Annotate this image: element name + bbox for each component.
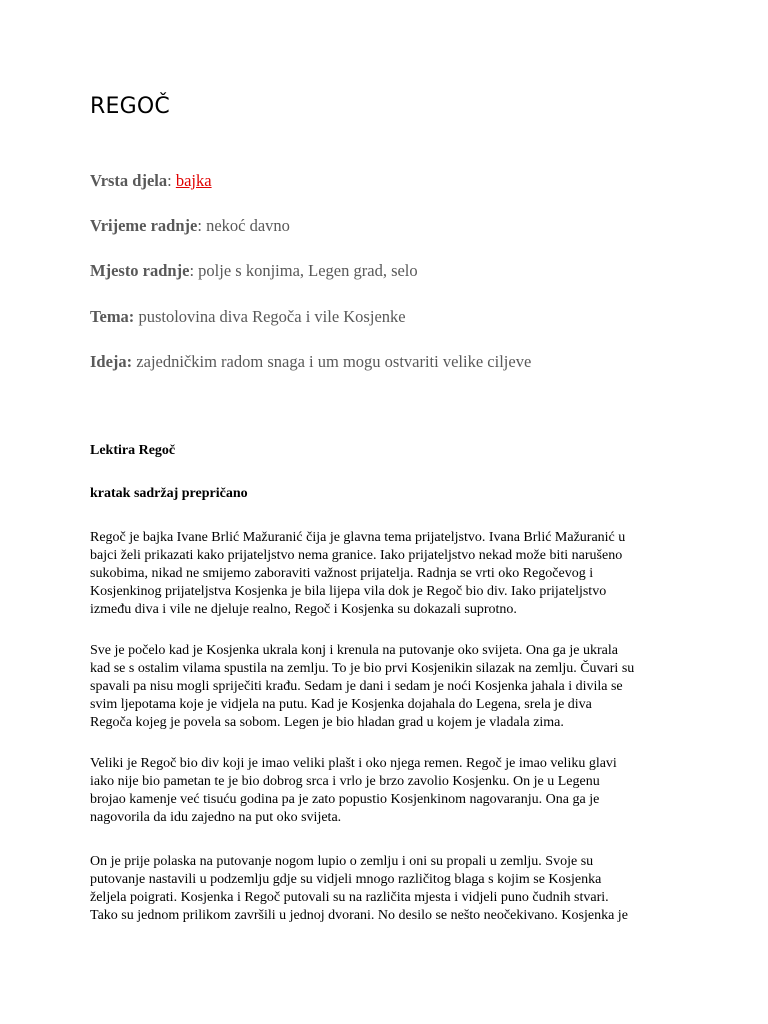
field-label: Vrijeme radnje — [90, 216, 198, 235]
paragraph-line: sukobima, nikad ne smijemo zaboraviti važnost prijatelja. Radnja se vrti oko Regočevog i — [90, 566, 594, 581]
field-separator: : — [197, 216, 207, 235]
paragraph-line: Kosjenkinog prijateljstva Kosjenka je bila lijepa vila dok je Regoč bio div. Iako prijateljstvo — [90, 584, 607, 599]
field-vrijeme-radnje — [90, 216, 290, 236]
paragraph-line: putovanje nastavili u podzemlju gdje su vidjeli mnogo različitog blaga s kojim se Kosjenka — [90, 872, 602, 887]
field-separator: : — [189, 261, 199, 280]
paragraph-line: spavali pa nisu mogli spriječiti krađu. Sedam je dani i sedam je noći Kosjenka jahala i divila se — [90, 679, 623, 694]
paragraph-line: Regoča kojeg je povela sa sobom. Legen je bio hladan grad u kojem je vladala zima. — [90, 715, 564, 730]
field-vrsta-djela — [90, 171, 212, 191]
genre-link[interactable]: bajka — [175, 171, 212, 190]
field-value: pustolovina diva Regoča i vile Kosjenke — [138, 307, 406, 326]
paragraph-line: između diva i vile ne djeluje realno, Regoč i Kosjenka su dokazali suprotno. — [90, 602, 517, 617]
field-mjesto-radnje — [90, 261, 418, 281]
field-value: nekoć davno — [206, 216, 290, 235]
paragraph-line: Tako su jednom prilikom završili u jednoj dvorani. No desilo se nešto neočekivano. Kosjenka je — [90, 908, 628, 923]
field-tema — [90, 307, 406, 327]
paragraph-4 — [90, 853, 690, 925]
paragraph-line: Veliki je Regoč bio div koji je imao veliki plašt i oko njega remen. Regoč je imao veliku glavi — [90, 756, 617, 771]
field-ideja — [90, 352, 531, 372]
field-value: zajedničkim radom snaga i um mogu ostvariti velike ciljeve — [136, 352, 532, 371]
field-label: Tema: — [90, 307, 135, 326]
paragraph-line: željela poigrati. Kosjenka i Regoč putovali su na različita mjesta i vidjeli puno čudnih stvari. — [90, 890, 609, 905]
paragraph-line: svim ljepotama koje je vidjela na putu. Kad je Kosjenka dojahala do Legena, srela je diva — [90, 697, 592, 712]
paragraph-line: Sve je počelo kad je Kosjenka ukrala konj i krenula na putovanje oko svijeta. Ona ga je ukrala — [90, 643, 618, 658]
document-title: REGOČ — [90, 94, 170, 119]
paragraph-line: nagovorila da idu zajedno na put oko svijeta. — [90, 810, 342, 825]
paragraph-line: bajci želi prikazati kako prijateljstvo nema granice. Iako prijateljstvo nekad može biti narušeno — [90, 548, 623, 563]
paragraph-line: Regoč je bajka Ivane Brlić Mažuranić čija je glavna tema prijateljstvo. Ivana Brlić Mažuranić u — [90, 530, 626, 545]
paragraph-line: kad se s ostalim vilama spustila na zemlju. To je bio prvi Kosjenikin silazak na zemlju. Čuvari su — [90, 661, 635, 676]
section-subheading: kratak sadržaj prepričano — [90, 486, 248, 501]
paragraph-line: brojao kamenje već tisuću godina pa je zato popustio Kosjenkinom nagovaranju. Ona ga je — [90, 792, 600, 807]
paragraph-line: On je prije polaska na putovanje nogom lupio o zemlju i oni su propali u zemlju. Svoje su — [90, 854, 594, 869]
paragraph-1 — [90, 529, 690, 619]
paragraph-line: iako nije bio pametan te je bio dobrog srca i vrlo je brzo zavolio Kosjenku. On je u Legenu — [90, 774, 600, 789]
section-heading: Lektira Regoč — [90, 443, 176, 458]
paragraph-3 — [90, 755, 690, 827]
field-label: Ideja: — [90, 352, 133, 371]
field-label: Vrsta djela — [90, 171, 168, 190]
field-value: polje s konjima, Legen grad, selo — [198, 261, 418, 280]
field-label: Mjesto radnje — [90, 261, 190, 280]
field-separator: : — [167, 171, 176, 190]
paragraph-2 — [90, 642, 690, 732]
